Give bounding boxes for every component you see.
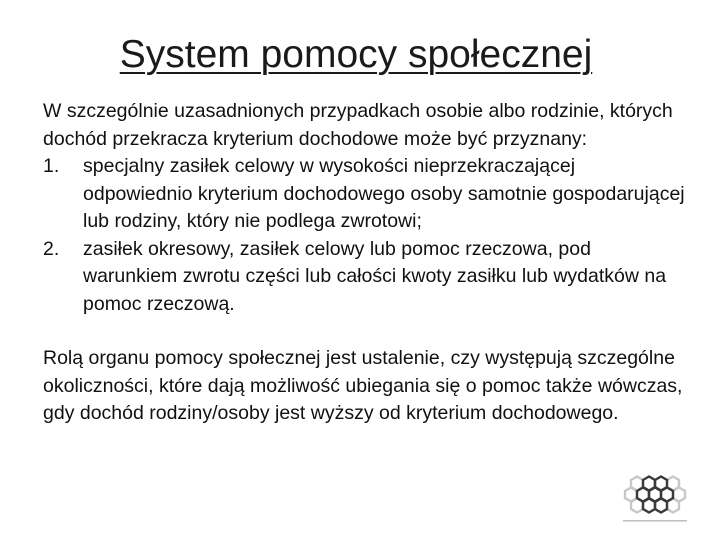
list-item-number: 1.: [43, 155, 60, 177]
conditions-list: [43, 153, 688, 318]
slide-body: [43, 98, 688, 428]
closing-paragraph: Rolą organu pomocy społecznej jest ustalenie, czy występują szczególne okoliczności, które dają możliwość ubiegania się o pomoc także wówczas, gdy dochód rodziny/osoby jest wyższy od kryterium dochodowego.: [43, 347, 683, 424]
intro-paragraph: W szczególnie uzasadnionych przypadkach osobie albo rodzinie, których dochód przekracza kryterium dochodowe może być przyznany:: [43, 100, 673, 150]
list-item: [43, 153, 688, 236]
list-item-number: 2.: [43, 237, 60, 260]
list-item: [43, 236, 688, 319]
slide-title: System pomocy społecznej: [119, 33, 593, 76]
list-item-text: zasiłek okresowy, zasiłek celowy lub pomoc rzeczowa, pod warunkiem zwrotu części lub całości kwoty zasiłku lub wydatków na pomoc rzeczową.: [83, 237, 667, 315]
list-item-text: specjalny zasiłek celowy w wysokości nieprzekraczającej odpowiednio kryterium dochodowego osoby samotnie gospodarującej lub rodziny, który nie podlega zwrotowi;: [83, 155, 685, 232]
hexagon-cluster-logo-icon: [619, 470, 691, 526]
